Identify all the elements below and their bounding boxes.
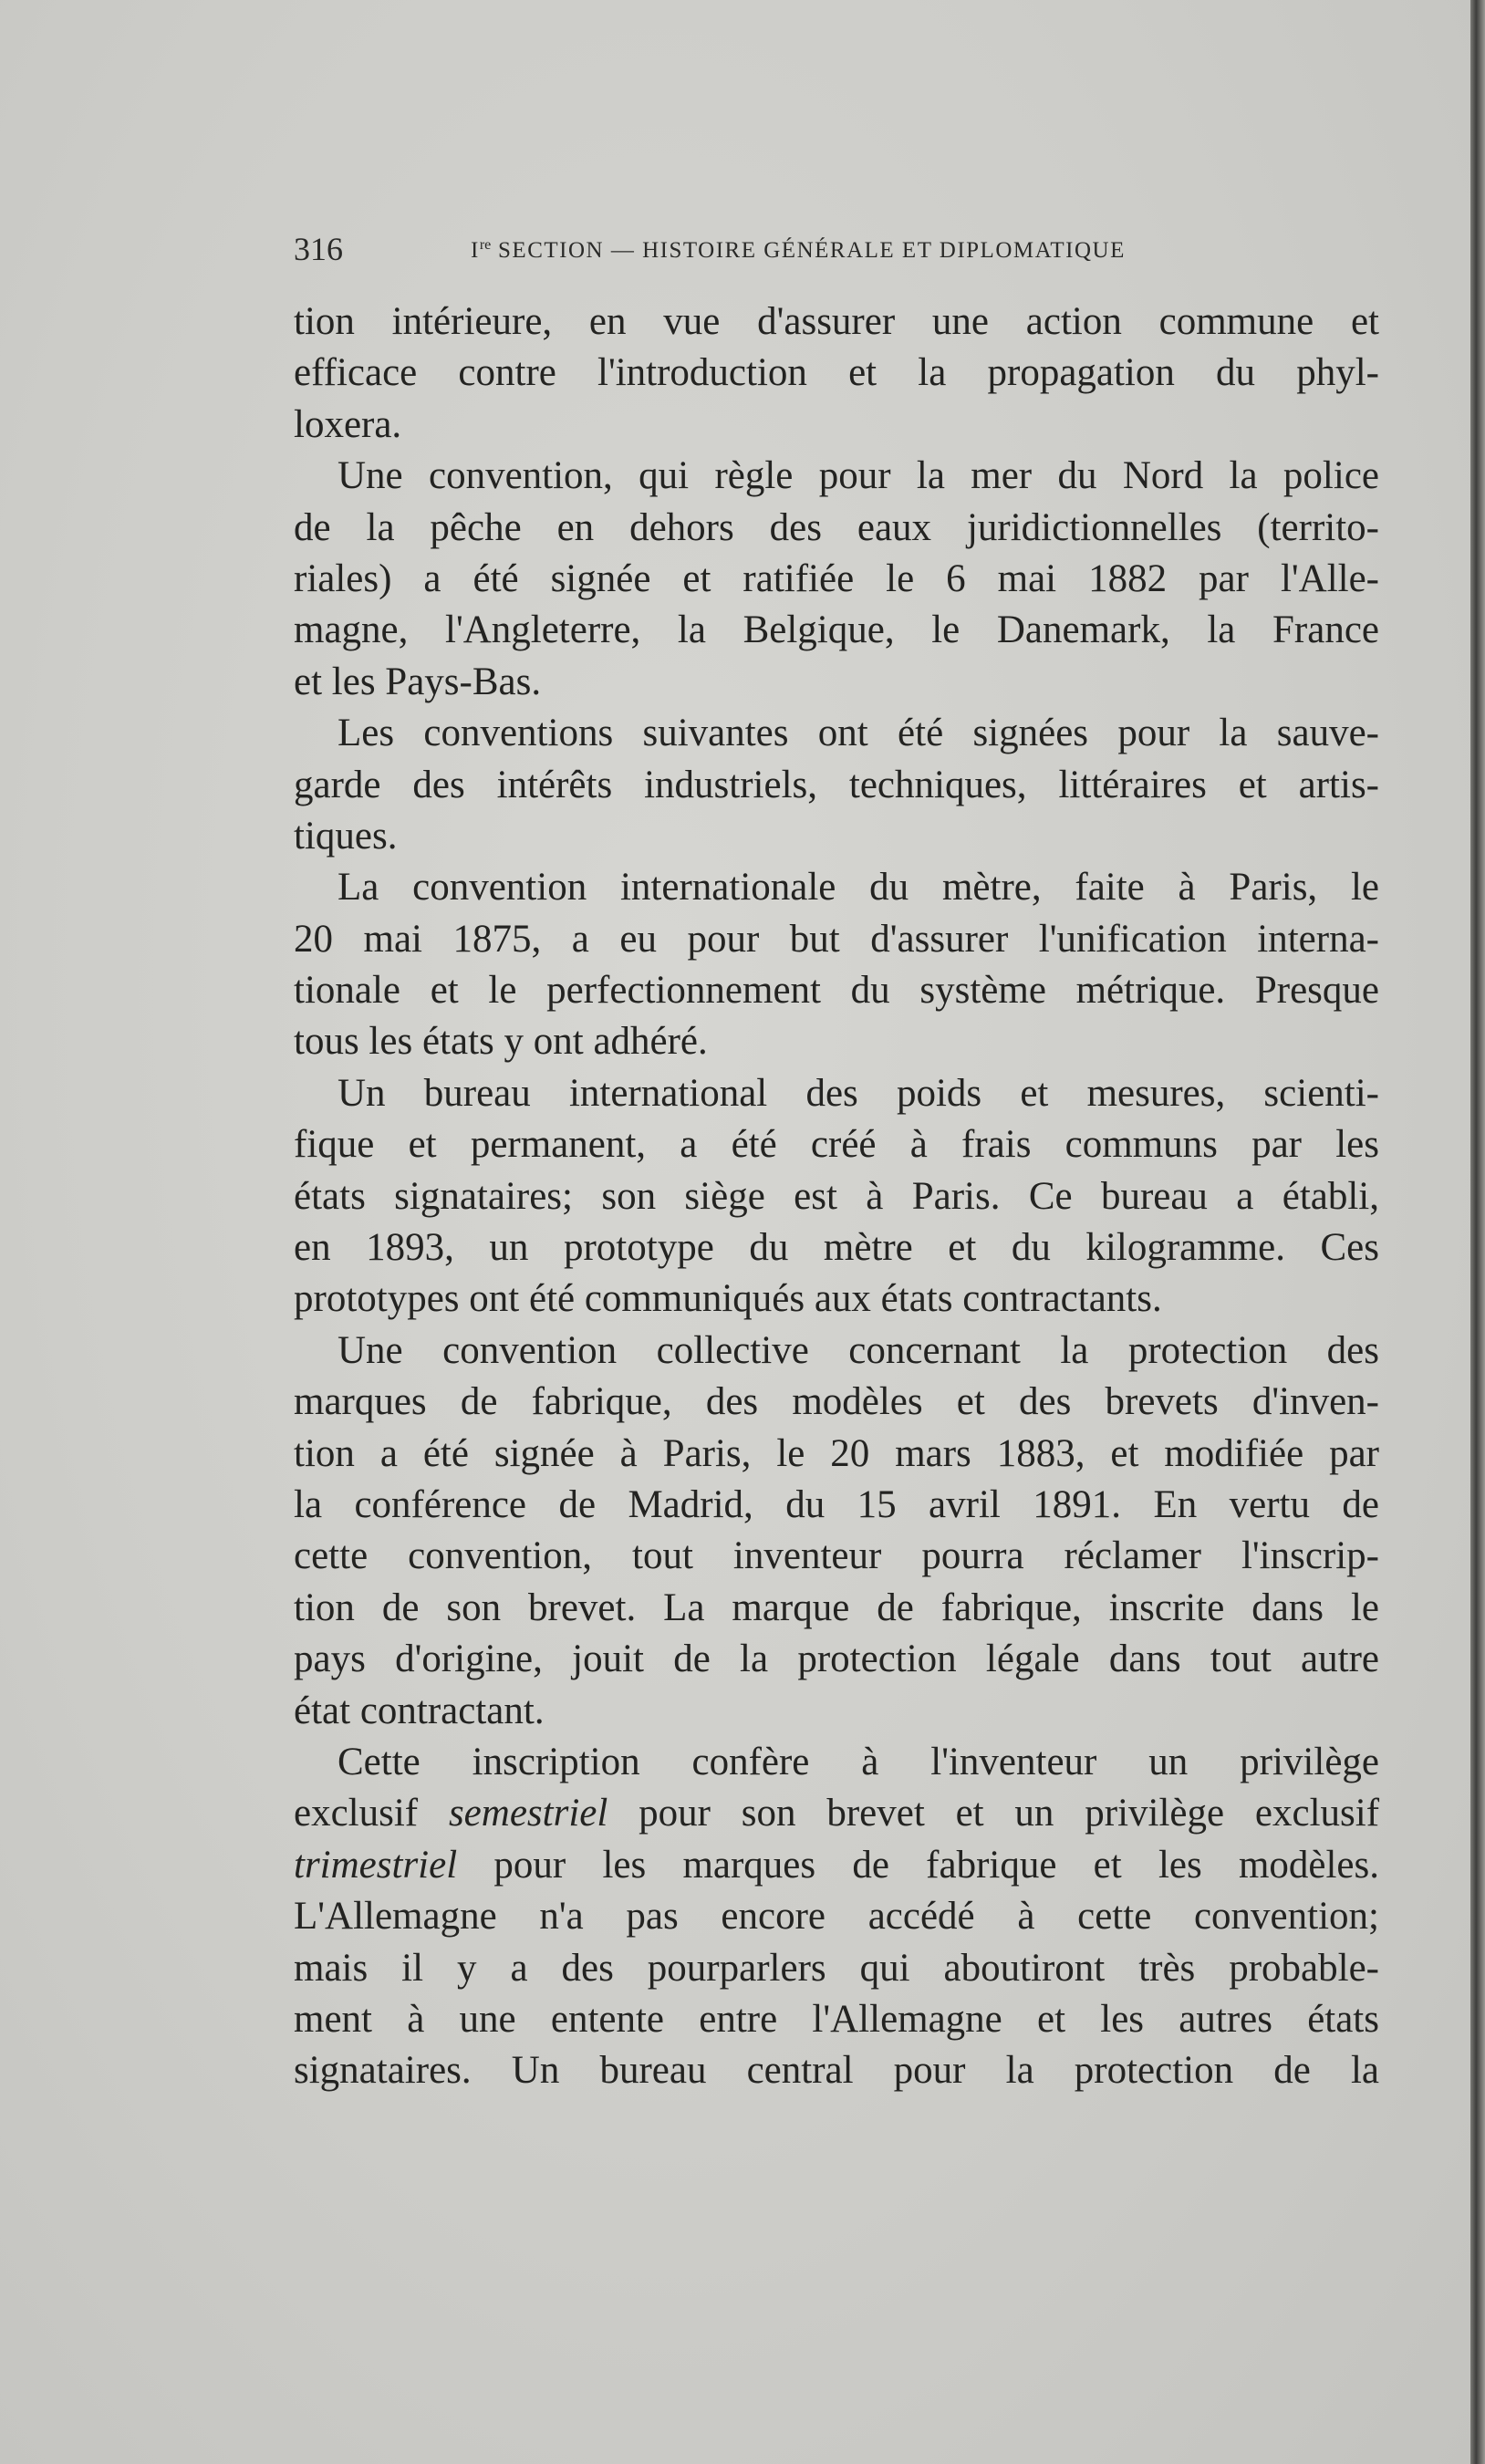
running-head <box>471 237 1126 264</box>
text-line: tous les états y ont adhéré. <box>294 1020 708 1064</box>
text-line: Une convention collective concernant la protection des <box>338 1328 1379 1372</box>
text-line: la conférence de Madrid, du 15 avril 1891. En vertu de <box>294 1482 1379 1526</box>
italic-term: semestriel <box>448 1792 608 1835</box>
text-line: tion a été signée à Paris, le 20 mars 1883, et modifiée par <box>294 1431 1379 1475</box>
text-line: de la pêche en dehors des eaux juridictionnelles (territo- <box>294 505 1379 549</box>
page-number: 316 <box>294 231 343 267</box>
section-ordinal-suffix: re <box>479 237 492 253</box>
text-line: Cette inscription confère à l'inventeur un privilège <box>338 1740 1379 1783</box>
text-line: Un bureau international des poids et mesures, scienti- <box>338 1071 1379 1115</box>
text-line: fique et permanent, a été créé à frais communs par les <box>294 1123 1379 1167</box>
text-line: mais il y a des pourparlers qui aboutiront très probable- <box>294 1946 1379 1990</box>
page-edge <box>1470 0 1485 2464</box>
text-line-mixed <box>294 1840 1379 1891</box>
text-line: tion de son brevet. La marque de fabrique, inscrite dans le <box>294 1585 1379 1629</box>
section-title: SECTION — HISTOIRE GÉNÉRALE ET DIPLOMATIQUE <box>498 238 1126 263</box>
text-line: garde des intérêts industriels, techniques, littéraires et artis- <box>294 763 1379 806</box>
text-line: état contractant. <box>294 1689 545 1732</box>
text-line: tionale et le perfectionnement du système métrique. Presque <box>294 969 1379 1013</box>
text-line: Les conventions suivantes ont été signées pour la sauve- <box>338 712 1379 755</box>
text-line: ment à une entente entre l'Allemagne et les autres états <box>294 1997 1379 2041</box>
text-line: Une convention, qui règle pour la mer du Nord la police <box>338 454 1379 498</box>
text-line: magne, l'Angleterre, la Belgique, le Danemark, la France <box>294 608 1379 652</box>
text-run: exclusif <box>294 1792 419 1835</box>
text-line: tion intérieure, en vue d'assurer une action commune et <box>294 300 1379 343</box>
text-line: La convention internationale du mètre, faite à Paris, le <box>338 866 1379 910</box>
text-line: états signataires; son siège est à Paris. Ce bureau a établi, <box>294 1174 1379 1218</box>
text-line: en 1893, un prototype du mètre et du kilogramme. Ces <box>294 1226 1379 1270</box>
text-line: riales) a été signée et ratifiée le 6 mai 1882 par l'Alle- <box>294 556 1379 600</box>
italic-term: trimestriel <box>294 1843 458 1887</box>
text-line: prototypes ont été communiqués aux états contractants. <box>294 1277 1162 1321</box>
body-text <box>294 296 1379 2097</box>
text-line: signataires. Un bureau central pour la protection de la <box>294 2049 1379 2093</box>
text-line: pays d'origine, jouit de la protection légale dans tout autre <box>294 1637 1379 1681</box>
text-run: pour son brevet et un privilège exclusif <box>639 1792 1380 1835</box>
text-line: 20 mai 1875, a eu pour but d'assurer l'unification interna- <box>294 917 1379 961</box>
text-line: marques de fabrique, des modèles et des brevets d'inven- <box>294 1380 1379 1424</box>
section-ordinal: I <box>471 238 480 263</box>
text-line: tiques. <box>294 814 398 858</box>
text-line-mixed <box>294 1788 1379 1839</box>
text-line: L'Allemagne n'a pas encore accédé à cette convention; <box>294 1895 1379 1939</box>
text-line: cette convention, tout inventeur pourra réclamer l'inscrip- <box>294 1534 1379 1578</box>
text-line: et les Pays-Bas. <box>294 660 542 703</box>
page-header <box>294 230 1379 276</box>
text-line: efficace contre l'introduction et la propagation du phyl- <box>294 351 1379 395</box>
text-run: pour les marques de fabrique et les modèles. <box>493 1843 1379 1887</box>
text-line: loxera. <box>294 402 402 446</box>
